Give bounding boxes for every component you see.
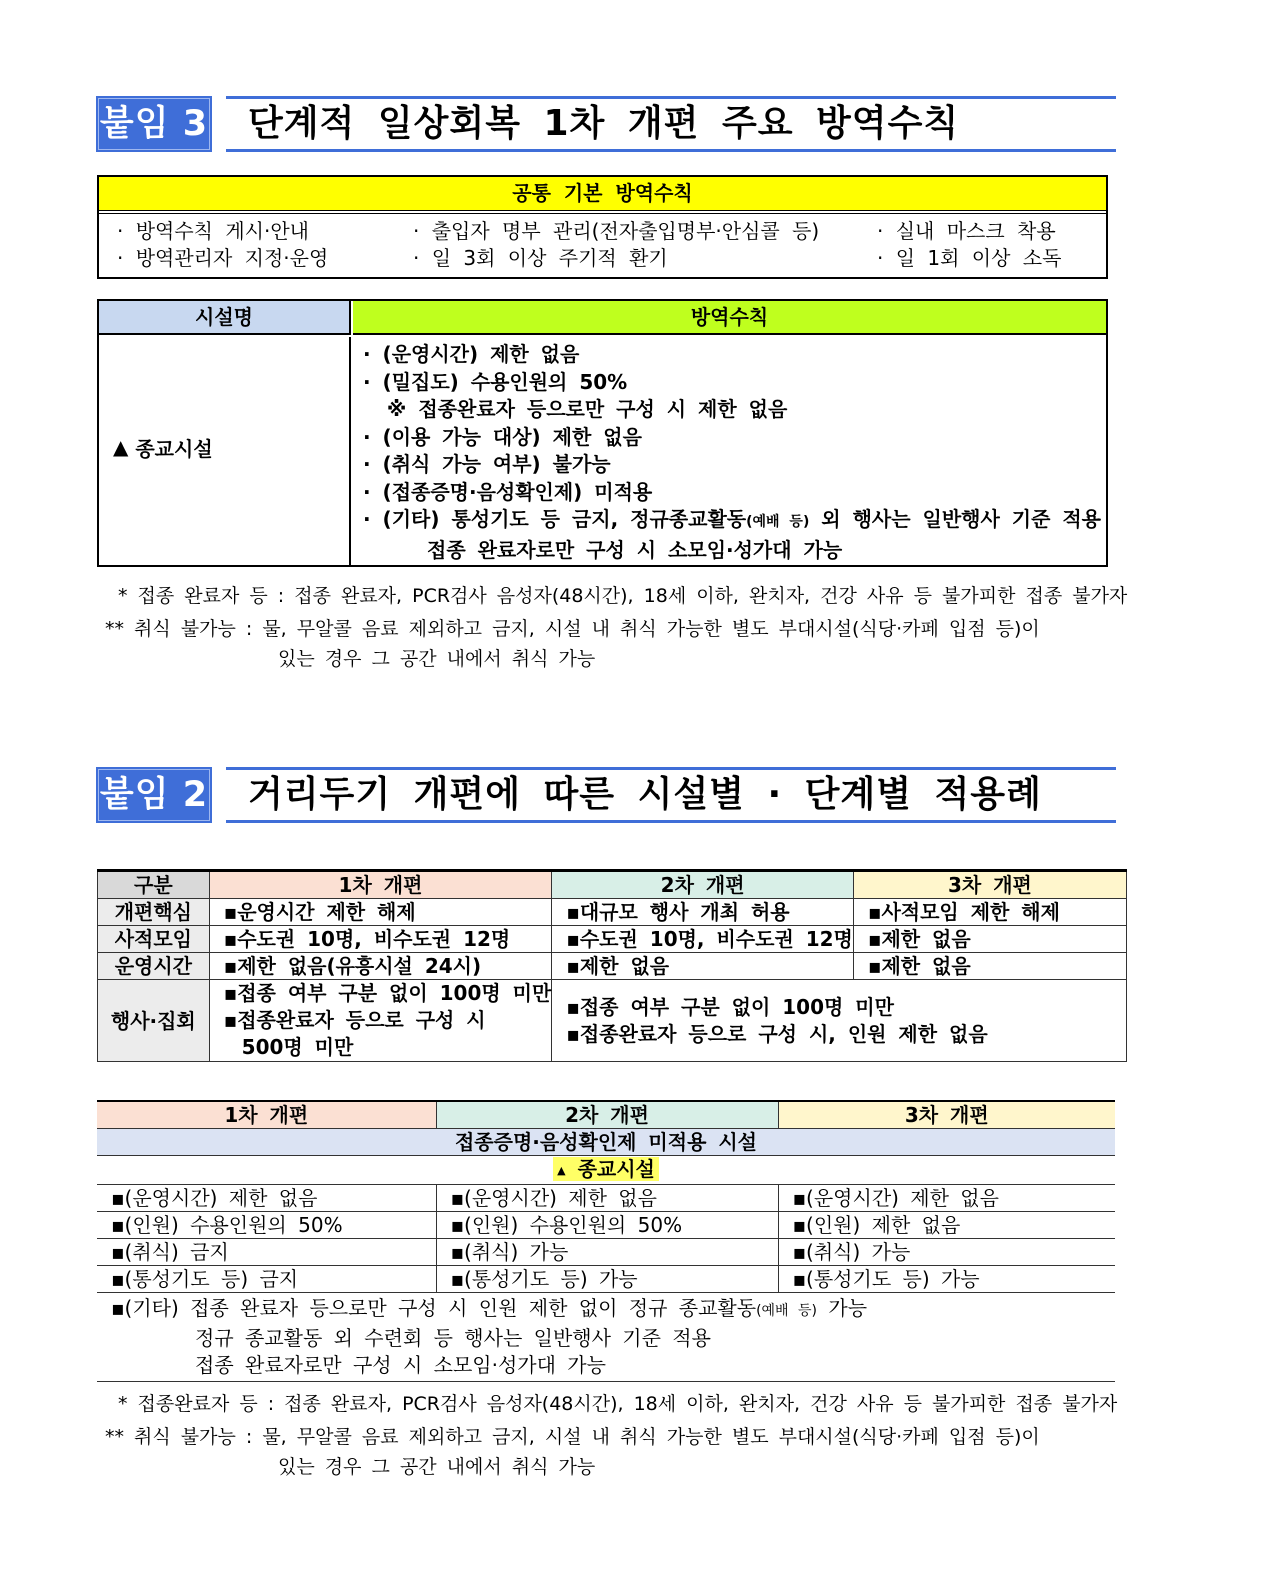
section2-header (96, 767, 1116, 823)
table-row: ▪(통성기도 등) 금지 ▪(통성기도 등) 가능 ▪(통성기도 등) 가능 (97, 1266, 1115, 1293)
table3-facility: ▲ 종교시설 (553, 1157, 659, 1181)
table-row: ▪(기타) 접종 완료자 등으로만 구성 시 인원 제한 없이 정규 종교활동(예배 등) 가능 정규 종교활동 외 수련회 등 행사는 일반행사 기준 적용 접종 완료자로만 구성 시 소모임·성가대 가능 (97, 1293, 1115, 1382)
stage-table: 구분 1차 개편 2차 개편 3차 개편 개편핵심 ▪운영시간 제한 해제 ▪대규모 행사 개최 허용 ▪사적모임 제한 해제 사적모임 ▪수도권 10명, 비수도권 12명 ▪수도권 10명, 비수도권 12명 ▪제한 없음 운영시간 ▪제한 없음(유흥시설 24시) ▪제한 없음 ▪제한 없음 행사·집회 ▪접종 여부 구분 없이 100명 미만 ▪접종완료자 등으로 구성 시 500명 미만 ▪접종 여부 구분 없이 100명 미만 ▪접종완료자 등으로 구성 시, 인원 제한 없음 (97, 869, 1127, 1062)
note-3: 있는 경우 그 공간 내에서 취식 가능 (278, 648, 596, 670)
table-row: 운영시간 ▪제한 없음(유흥시설 24시) ▪제한 없음 ▪제한 없음 (98, 953, 1127, 980)
note-1: * 접종 완료자 등 : 접종 완료자, PCR검사 음성자(48시간), 18세 이하, 완치자, 건강 사유 등 불가피한 접종 불가자 (118, 585, 1128, 607)
table-row: 개편핵심 ▪운영시간 제한 해제 ▪대규모 행사 개최 허용 ▪사적모임 제한 해제 (98, 899, 1127, 926)
table-row: ▪(인원) 수용인원의 50% ▪(인원) 수용인원의 50% ▪(인원) 제한 없음 (97, 1212, 1115, 1239)
facility-rules-list: · (운영시간) 제한 없음 · (밀집도) 수용인원의 50% ※ 접종완료자 등으로만 구성 시 제한 없음 · (이용 가능 대상) 제한 없음 · (취식 가능 여부) 불가능 · (접종증명·음성확인제) 미적용 · (기타) 통성기도 등 금지, 정규종교활동(예배 등) 외 행사는 일반행사 기준 적용 접종 완료자로만 구성 시 소모임·성가대 가능 (363, 342, 1101, 562)
rules-header: 방역수칙 (353, 301, 1106, 335)
note-2: ** 취식 불가능 : 물, 무알콜 음료 제외하고 금지, 시설 내 취식 가능한 별도 부대시설(식당·카페 입점 등)이 (105, 618, 1040, 640)
common-col-2: · 출입자 명부 관리(전자출입명부·안심콜 등) · 일 3회 이상 주기적 환기 (413, 219, 820, 270)
common-col-1: · 방역수칙 게시·안내 · 방역관리자 지정·운영 (117, 219, 329, 270)
common-rules-box (97, 175, 1108, 279)
table3-subheader: 접종증명·음성확인제 미적용 시설 (97, 1129, 1115, 1156)
triangle-icon: ▲ (113, 435, 129, 459)
section2-title: 거리두기 개편에 따른 시설별 · 단계별 적용례 (248, 774, 1042, 815)
section1-title: 단계적 일상회복 1차 개편 주요 방역수칙 (248, 103, 960, 144)
note2-2: ** 취식 불가능 : 물, 무알콜 음료 제외하고 금지, 시설 내 취식 가능한 별도 부대시설(식당·카페 입점 등)이 (105, 1426, 1040, 1448)
table-row: 행사·집회 ▪접종 여부 구분 없이 100명 미만 ▪접종완료자 등으로 구성 시 500명 미만 ▪접종 여부 구분 없이 100명 미만 ▪접종완료자 등으로 구성 시, 인원 제한 없음 (98, 980, 1127, 1062)
note2-1: * 접종완료자 등 : 접종 완료자, PCR검사 음성자(48시간), 18세 이하, 완치자, 건강 사유 등 불가피한 접종 불가자 (118, 1393, 1118, 1415)
note2-3: 있는 경우 그 공간 내에서 취식 가능 (278, 1456, 596, 1478)
common-col-3: · 실내 마스크 착용 · 일 1회 이상 소독 (877, 219, 1062, 270)
section1-header (96, 96, 1116, 152)
common-rules-header: 공통 기본 방역수칙 (99, 177, 1106, 211)
facility-rules-table (97, 299, 1108, 567)
religious-facility-table: 1차 개편 2차 개편 3차 개편 접종증명·음성확인제 미적용 시설 ▲ 종교시설 ▪(운영시간) 제한 없음 ▪(운영시간) 제한 없음 ▪(운영시간) 제한 없음 ▪(인원) 수용인원의 50% ▪(인원) 수용인원의 50% ▪(인원) 제한 없음 ▪(취식) 금지 ▪(취식) 가능 ▪(취식) 가능 ▪(통성기도 등) 금지 ▪(통성기도 등) 가능 ▪(통성기도 등) 가능 ▪(기타) 접종 완료자 등으로만 구성 시 인원 제한 없이 정규 종교활동(예배 등) 가능 정규 종교활동 외 수련회 등 행사는 일반행사 기준 적용 접종 완료자로만 구성 시 소모임·성가대 가능 (97, 1100, 1115, 1382)
facility-name-header: 시설명 (99, 301, 351, 335)
table-row: ▪(취식) 금지 ▪(취식) 가능 ▪(취식) 가능 (97, 1239, 1115, 1266)
triangle-icon: ▲ (557, 1164, 566, 1177)
table-row: 사적모임 ▪수도권 10명, 비수도권 12명 ▪수도권 10명, 비수도권 12명 ▪제한 없음 (98, 926, 1127, 953)
facility-name: ▲ 종교시설 (113, 435, 213, 461)
section2-badge: 붙임 2 (96, 767, 212, 823)
table-row: ▪(운영시간) 제한 없음 ▪(운영시간) 제한 없음 ▪(운영시간) 제한 없음 (97, 1185, 1115, 1212)
section1-badge: 붙임 3 (96, 96, 212, 152)
